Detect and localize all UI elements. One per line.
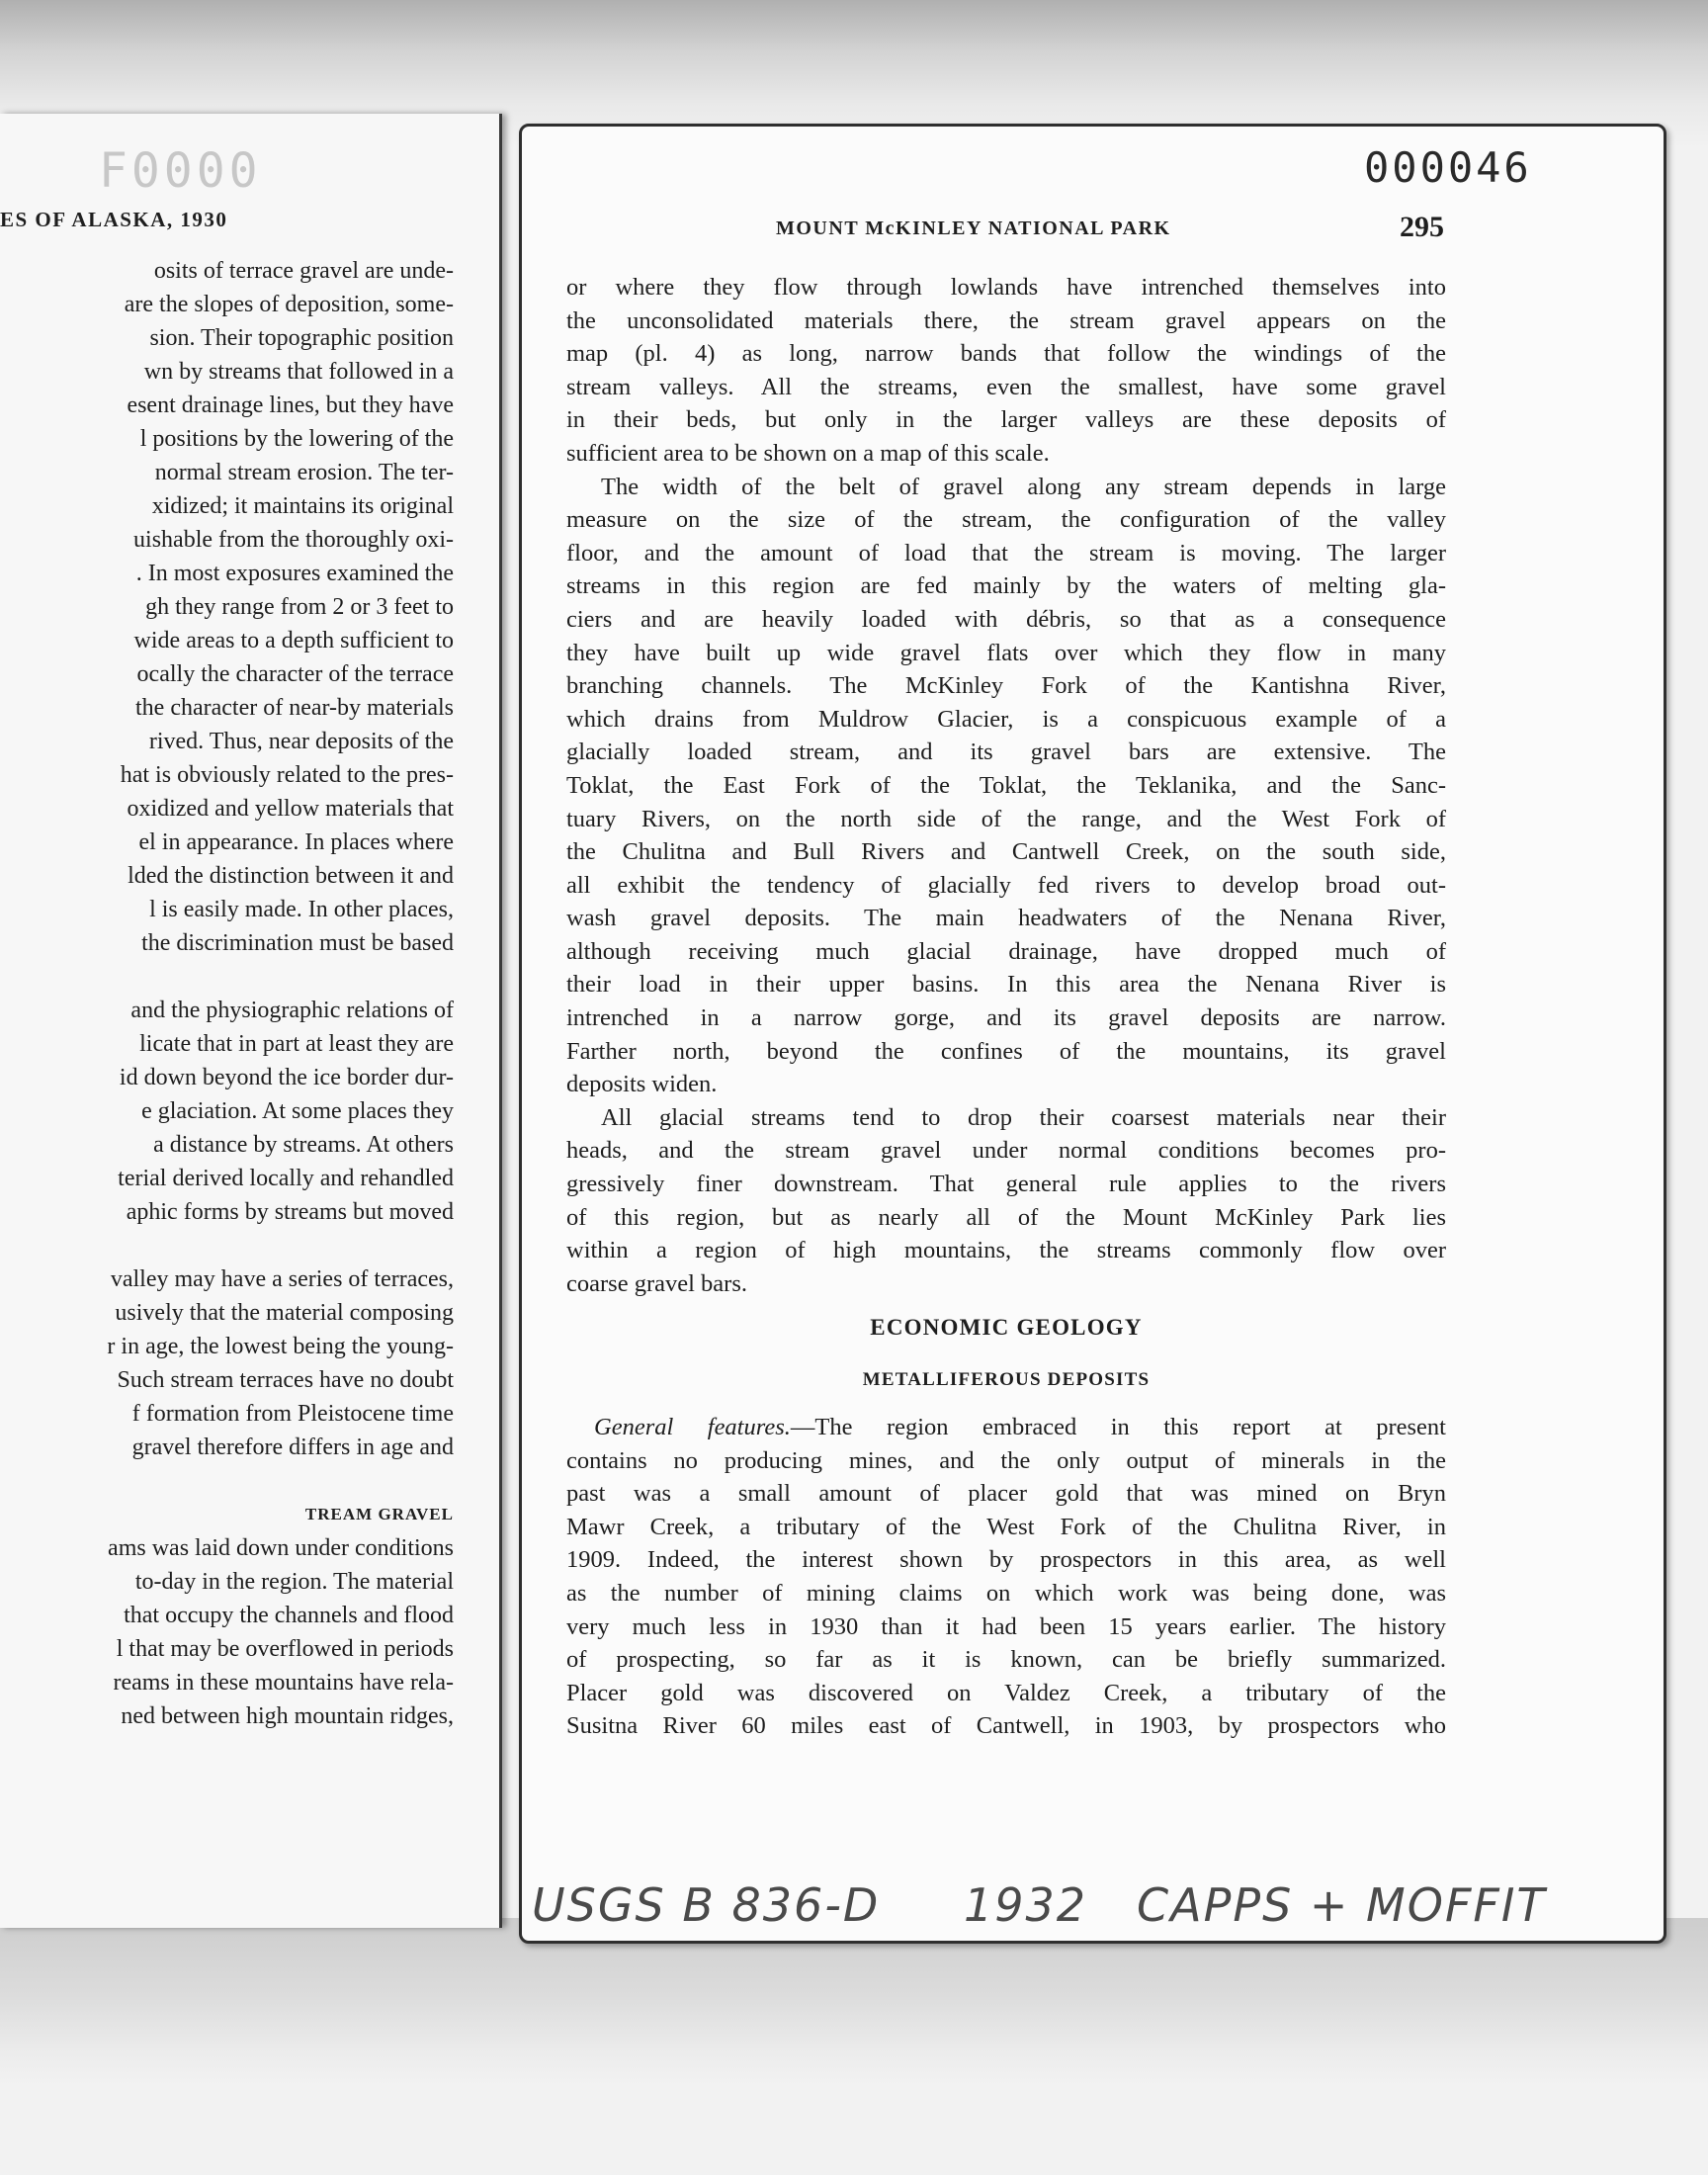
text-line: glacially loaded stream, and its gravel bars are extensive. The bbox=[566, 739, 1446, 766]
text-line: to-day in the region. The material bbox=[134, 1569, 454, 1595]
faded-stamp: F0000 bbox=[99, 143, 262, 199]
text-line: esent drainage lines, but they have bbox=[127, 392, 454, 418]
text-line: aphic forms by streams but moved bbox=[126, 1199, 454, 1225]
document-stamp: 000046 bbox=[1364, 143, 1532, 192]
text-line: Mawr Creek, a tributary of the West Fork of the Chulitna River, in bbox=[566, 1513, 1446, 1540]
text-line: the Chulitna and Bull Rivers and Cantwell Creek, on the south side, bbox=[566, 838, 1446, 866]
text-line: normal stream erosion. The ter- bbox=[154, 460, 454, 485]
text-line: coarse gravel bars. bbox=[566, 1269, 747, 1297]
text-line: gravel therefore differs in age and bbox=[131, 1435, 454, 1460]
text-line: oxidized and yellow materials that bbox=[127, 796, 454, 822]
text-line: xidized; it maintains its original bbox=[151, 493, 454, 519]
text-line: stream valleys. All the streams, even the smallest, have some gravel bbox=[566, 373, 1446, 400]
text-line: as the number of mining claims on which work was being done, was bbox=[566, 1579, 1446, 1607]
text-line: lded the distinction between it and bbox=[128, 863, 454, 889]
text-line: within a region of high mountains, the streams commonly flow over bbox=[566, 1237, 1446, 1264]
text-line: gressively finer downstream. That general rule applies to the rivers bbox=[566, 1171, 1446, 1198]
text-line: which drains from Muldrow Glacier, is a conspicuous example of a bbox=[566, 705, 1446, 733]
text-line: wide areas to a depth sufficient to bbox=[133, 628, 454, 653]
text-line: contains no producing mines, and the only output of minerals in the bbox=[566, 1446, 1446, 1474]
text-line: sion. Their topographic position bbox=[149, 325, 454, 351]
text-line: Toklat, the East Fork of the Toklat, the Teklanika, and the Sanc- bbox=[566, 771, 1446, 799]
text-line: map (pl. 4) as long, narrow bands that follow the windings of the bbox=[566, 340, 1446, 368]
text-line: f formation from Pleistocene time bbox=[131, 1401, 454, 1427]
text-line: 1909. Indeed, the interest shown by prospectors in this area, as well bbox=[566, 1546, 1446, 1574]
text-line: tuary Rivers, on the north side of the range, and the West Fork of bbox=[566, 805, 1446, 832]
text-line: the discrimination must be based bbox=[141, 930, 454, 956]
text-line: Farther north, beyond the confines of the mountains, its gravel bbox=[566, 1037, 1446, 1065]
text-line: r in age, the lowest being the young- bbox=[107, 1334, 454, 1359]
handwritten-reference: USGS B 836-D bbox=[532, 1878, 881, 1932]
text-line: that occupy the channels and flood bbox=[124, 1603, 454, 1628]
handwritten-authors: CAPPS + MOFFIT bbox=[1137, 1878, 1547, 1932]
paragraph-first-line bbox=[566, 1411, 1446, 1444]
text-line: el in appearance. In places where bbox=[138, 829, 454, 855]
running-head: MOUNT McKINLEY NATIONAL PARK bbox=[776, 218, 1171, 239]
text-line: and the physiographic relations of bbox=[130, 998, 454, 1023]
text-line: reams in these mountains have rela- bbox=[113, 1670, 454, 1696]
left-page-text bbox=[0, 254, 454, 1733]
section-title: ECONOMIC GEOLOGY bbox=[870, 1315, 1143, 1340]
text-line: of prospecting, so far as it is known, can be briefly summarized. bbox=[566, 1646, 1446, 1674]
text-line: ams was laid down under conditions bbox=[108, 1535, 454, 1561]
text-line: their load in their upper basins. In this area the Nenana River is bbox=[566, 971, 1446, 999]
text-line: gh they range from 2 or 3 feet to bbox=[145, 594, 454, 620]
text-line: usively that the material composing bbox=[115, 1300, 454, 1326]
text-line: Susitna River 60 miles east of Cantwell, in 1903, by prospectors who bbox=[566, 1712, 1446, 1740]
blank-line bbox=[0, 1229, 454, 1262]
text-line: ocally the character of the terrace bbox=[136, 661, 454, 687]
text-line: the character of near-by materials bbox=[135, 695, 454, 721]
left-running-head: ES OF ALASKA, 1930 bbox=[0, 208, 228, 231]
text-line: l positions by the lowering of the bbox=[139, 426, 454, 452]
blank-line bbox=[0, 960, 454, 994]
text-line: deposits widen. bbox=[566, 1071, 718, 1098]
text-line: The width of the belt of gravel along any stream depends in large bbox=[601, 473, 1446, 500]
text-line: e glaciation. At some places they bbox=[141, 1098, 454, 1124]
text-line: past was a small amount of placer gold that was mined on Bryn bbox=[566, 1480, 1446, 1508]
text-line: intrenched in a narrow gorge, and its gravel deposits are narrow. bbox=[566, 1004, 1446, 1032]
text-line: wn by streams that followed in a bbox=[143, 359, 454, 385]
text-line: very much less in 1930 than it had been 15 years earlier. The history bbox=[566, 1612, 1446, 1640]
body-text bbox=[566, 271, 1446, 1300]
text-line: ned between high mountain ridges, bbox=[121, 1703, 454, 1729]
paragraph-first-line-text: —The region embraced in this report at present bbox=[790, 1414, 1446, 1440]
text-line: branching channels. The McKinley Fork of the Kantishna River, bbox=[566, 672, 1446, 700]
text-line: heads, and the stream gravel under normal conditions becomes pro- bbox=[566, 1137, 1446, 1165]
subsection-title: METALLIFEROUS DEPOSITS bbox=[862, 1369, 1151, 1390]
text-line: measure on the size of the stream, the configuration of the valley bbox=[566, 506, 1446, 534]
text-line: Such stream terraces have no doubt bbox=[117, 1367, 454, 1393]
text-line: floor, and the amount of load that the stream is moving. The larger bbox=[566, 539, 1446, 566]
general-features-paragraph bbox=[566, 1411, 1446, 1743]
text-line: hat is obviously related to the pres- bbox=[120, 762, 454, 788]
text-line: wash gravel deposits. The main headwaters of the Nenana River, bbox=[566, 905, 1446, 932]
text-line: valley may have a series of terraces, bbox=[110, 1266, 454, 1292]
text-line: they have built up wide gravel flats over which they flow in many bbox=[566, 639, 1446, 666]
text-line: licate that in part at least they are bbox=[139, 1031, 454, 1057]
text-line: uishable from the thoroughly oxi- bbox=[133, 527, 454, 553]
text-line: l that may be overflowed in periods bbox=[116, 1636, 454, 1662]
handwritten-year: 1932 bbox=[964, 1878, 1088, 1932]
previous-page bbox=[0, 114, 502, 1928]
blank-line bbox=[0, 1464, 454, 1498]
text-line: Placer gold was discovered on Valdez Creek, a tributary of the bbox=[566, 1679, 1446, 1706]
text-line: although receiving much glacial drainage, have dropped much of bbox=[566, 937, 1446, 965]
text-line: a distance by streams. At others bbox=[153, 1132, 454, 1158]
text-line: ciers and are heavily loaded with débris, so that as a consequence bbox=[566, 605, 1446, 633]
text-line: in their beds, but only in the larger valleys are these deposits of bbox=[566, 406, 1446, 434]
text-line: terial derived locally and rehandled bbox=[118, 1166, 454, 1191]
text-line: rived. Thus, near deposits of the bbox=[148, 729, 454, 754]
left-subhead: TREAM GRAVEL bbox=[304, 1505, 454, 1523]
text-line: of this region, but as nearly all of the Mount McKinley Park lies bbox=[566, 1203, 1446, 1231]
text-line: id down beyond the ice border dur- bbox=[119, 1065, 454, 1090]
text-line: the unconsolidated materials there, the stream gravel appears on the bbox=[566, 306, 1446, 334]
text-line: or where they flow through lowlands have intrenched themselves into bbox=[566, 274, 1446, 301]
text-line: All glacial streams tend to drop their coarsest materials near their bbox=[601, 1103, 1446, 1131]
text-line: are the slopes of deposition, some- bbox=[124, 292, 454, 317]
text-line: l is easily made. In other places, bbox=[149, 897, 454, 922]
text-line: . In most exposures examined the bbox=[135, 561, 454, 586]
page-number: 295 bbox=[1400, 211, 1444, 243]
text-line: osits of terrace gravel are unde- bbox=[153, 258, 454, 284]
text-line: streams in this region are fed mainly by the waters of melting gla- bbox=[566, 572, 1446, 600]
run-in-heading: General features. bbox=[594, 1414, 791, 1440]
text-line: sufficient area to be shown on a map of this scale. bbox=[566, 439, 1050, 467]
text-line: all exhibit the tendency of glacially fed rivers to develop broad out- bbox=[566, 871, 1446, 899]
